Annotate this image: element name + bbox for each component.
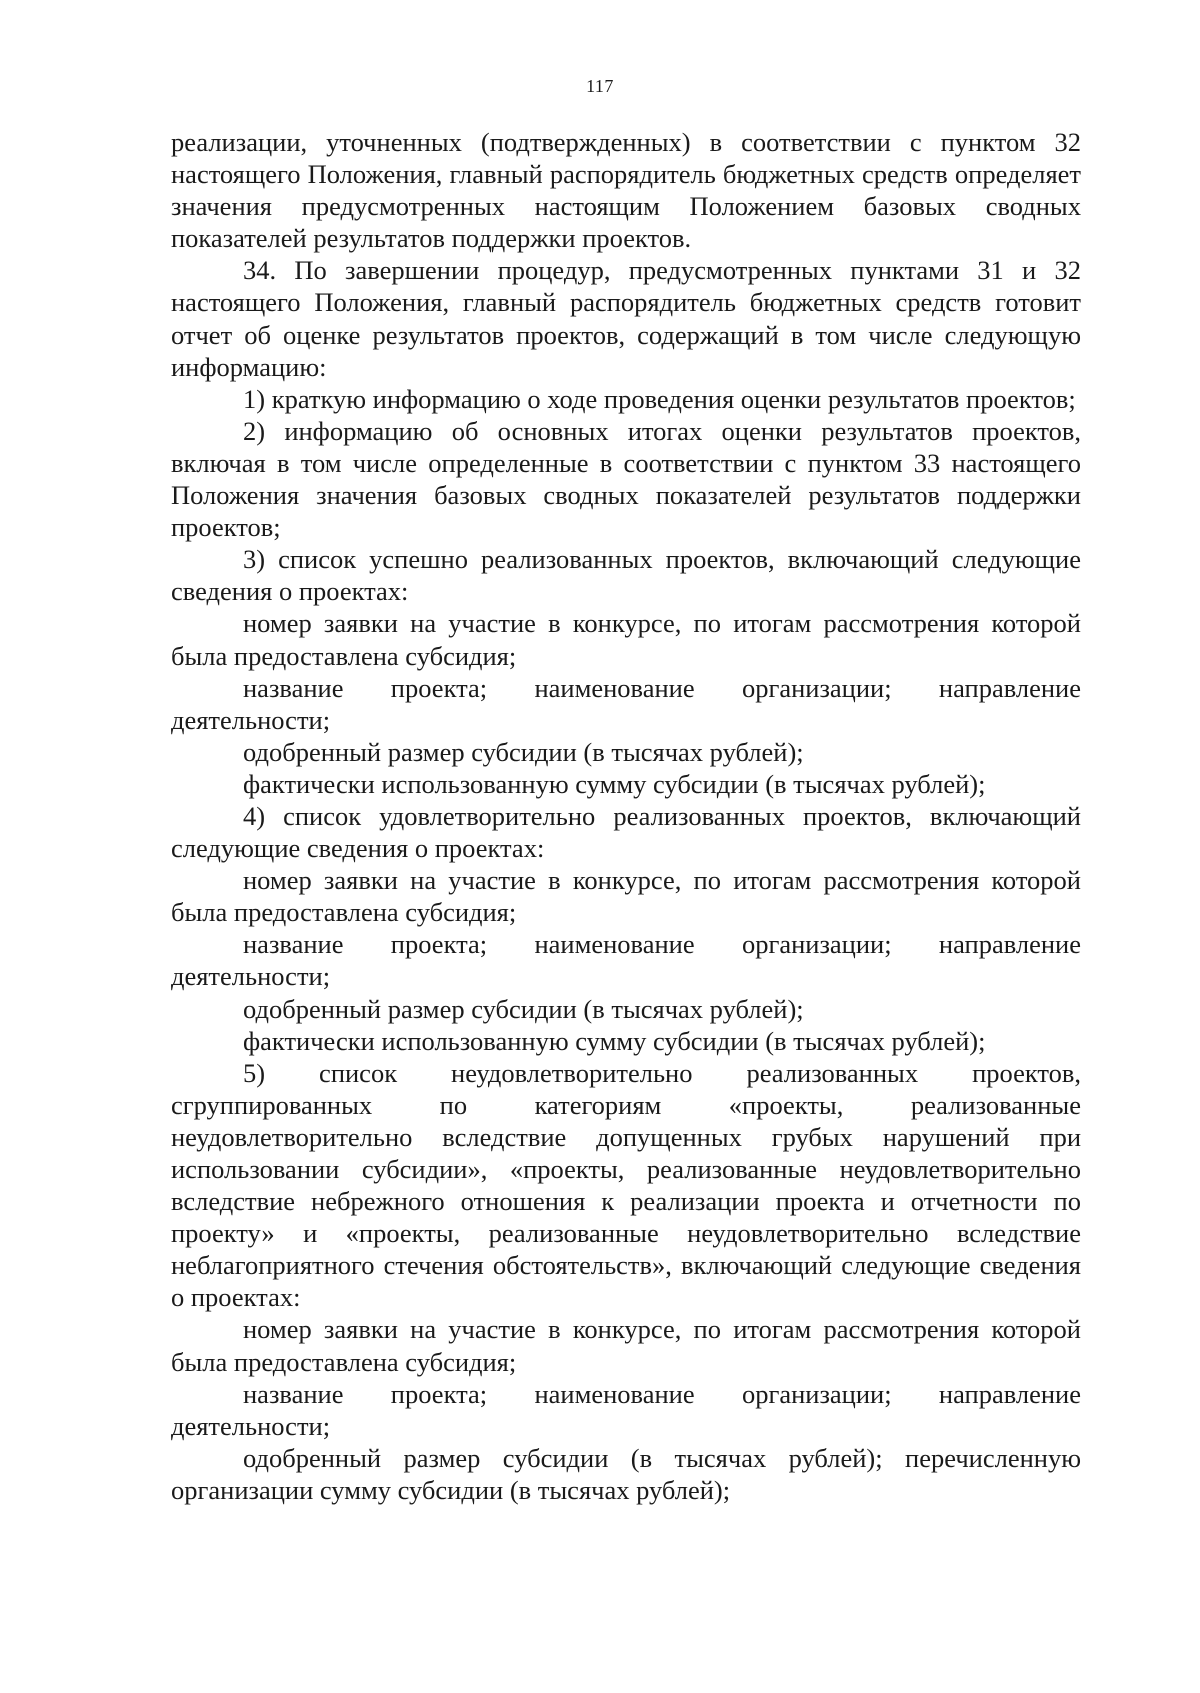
list-item-5: 5) список неудовлетворительно реализованных проектов, сгруппированных по категориям «проекты, реализованные неудовлетворительно вследствие допущенных грубых нарушений при использовании субсидии», «проекты, реализованные неудовлетворительно вследствие небрежного отношения к реализации проекта и отчетности по проекту» и «проекты, реализованные неудовлетворительно вследствие неблагоприятного стечения обстоятельств», включающий следующие сведения о проектах: <box>171 1057 1081 1313</box>
list-item-1: 1) краткую информацию о ходе проведения оценки результатов проектов; <box>243 383 1076 414</box>
list-item-3-approved-subsidy: одобренный размер субсидии (в тысячах рублей); <box>243 736 804 767</box>
list-item-3-project-name: название проекта; наименование организации; направление деятельности; <box>171 672 1081 735</box>
paragraph-item-34: 34. По завершении процедур, предусмотренных пунктами 31 и 32 настоящего Положения, главный распорядитель бюджетных средств готовит отчет об оценке результатов проектов, содержащий в том числе следующую информацию: <box>171 255 1081 382</box>
page-number: 117 <box>586 76 614 96</box>
list-item-5-subsidy-amounts: одобренный размер субсидии (в тысячах рублей); перечисленную организации сумму субсидии (в тысячах рублей); <box>171 1442 1081 1505</box>
list-item-3-used-subsidy: фактически использованную сумму субсидии (в тысячах рублей); <box>243 768 986 799</box>
paragraph-continuation: реализации, уточненных (подтвержденных) в соответствии с пунктом 32 настоящего Положения, главный распорядитель бюджетных средств определяет значения предусмотренных настоящим Положением базовых сводных показателей результатов поддержки проектов. <box>171 127 1081 254</box>
list-item-4-used-subsidy: фактически использованную сумму субсидии (в тысячах рублей); <box>243 1025 986 1056</box>
document-body <box>171 126 1081 1506</box>
list-item-4-approved-subsidy: одобренный размер субсидии (в тысячах рублей); <box>243 993 804 1024</box>
list-item-4-application-number: номер заявки на участие в конкурсе, по итогам рассмотрения которой была предоставлена субсидия; <box>171 865 1081 928</box>
list-item-5-application-number: номер заявки на участие в конкурсе, по итогам рассмотрения которой была предоставлена субсидия; <box>171 1314 1081 1377</box>
list-item-5-project-name: название проекта; наименование организации; направление деятельности; <box>171 1378 1081 1441</box>
list-item-2: 2) информацию об основных итогах оценки результатов проектов, включая в том числе определенные в соответствии с пунктом 33 настоящего Положения значения базовых сводных показателей результатов поддержки проектов; <box>171 415 1081 543</box>
list-item-3: 3) список успешно реализованных проектов, включающий следующие сведения о проектах: <box>171 544 1081 607</box>
list-item-4: 4) список удовлетворительно реализованных проектов, включающий следующие сведения о проектах: <box>171 800 1081 864</box>
list-item-3-application-number: номер заявки на участие в конкурсе, по итогам рассмотрения которой была предоставлена субсидия; <box>171 608 1081 671</box>
list-item-4-project-name: название проекта; наименование организации; направление деятельности; <box>171 929 1081 992</box>
